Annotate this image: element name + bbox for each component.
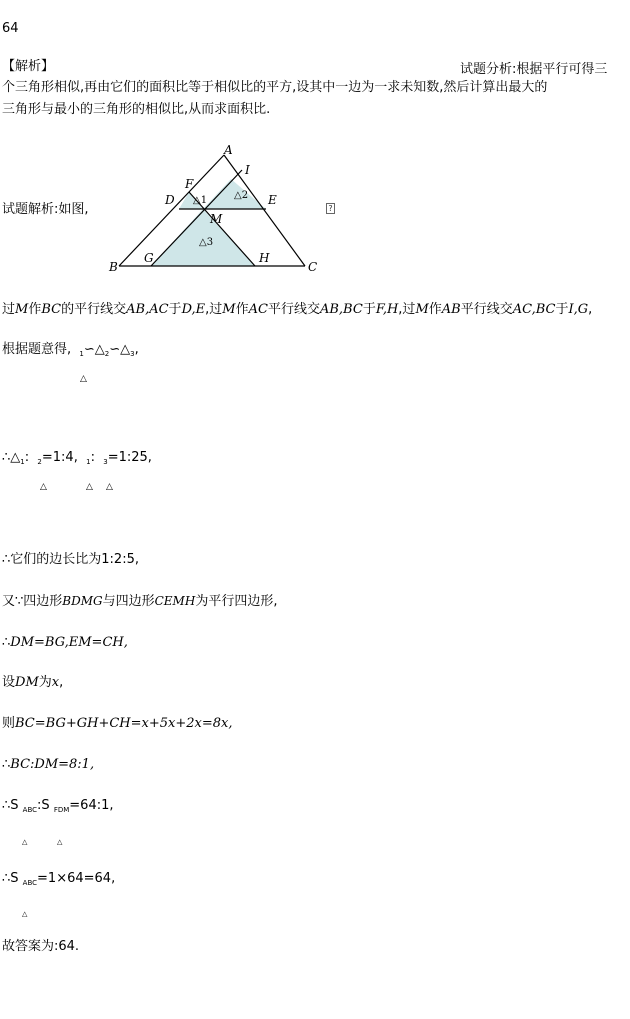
label-m: M	[210, 212, 223, 226]
solution-line-side-ratio: ∴它们的边长比为1:2:5,	[2, 552, 139, 567]
solution-line-similar: 根据题意得, $_1∽\triangle_2∽\triangle_3$,	[2, 342, 139, 358]
label-d: D	[165, 193, 175, 207]
solution-line-area-ratio: $\therefore\triangle_1$: $_2$=1:4, $_1$: $_3$=1:25,	[2, 450, 152, 466]
analysis-label: 【解析】	[2, 59, 55, 74]
triangle-symbol: △	[22, 910, 28, 918]
triangle-symbol: △	[57, 838, 63, 846]
solution-line-area-abc-fdm: ∴S $_{ABC}$:S $_{FDM}$=64:1,	[2, 798, 114, 814]
analysis-line-2: 个三角形相似,再由它们的面积比等于相似比的平方,设其中一边为一求未知数,然后计算出最大的	[2, 80, 548, 95]
triangle-figure	[105, 140, 330, 280]
analysis-first-line: 试题分析:根据平行可得三	[460, 62, 608, 77]
triangle-symbol: △	[80, 374, 87, 384]
label-c: C	[308, 260, 318, 274]
triangle-symbol: △	[106, 482, 113, 492]
label-a: A	[224, 143, 233, 157]
solution-line-equal-sides: ∴DM=BG,EM=CH,	[2, 635, 128, 650]
label-b: B	[109, 260, 118, 274]
solution-line-let-x: 设DM为x,	[2, 675, 64, 690]
solution-line-parallels: 过M作BC的平行线交AB,AC于D,E,过M作AC平行线交AB,BC于F,H,过M作AB平行线交AC,BC于I,G,	[2, 302, 593, 317]
analysis-line-3: 三角形与最小的三角形的相似比,从而求面积比.	[2, 102, 271, 117]
solution-line-parallelograms: 又∵四边形BDMG与四边形CEMH为平行四边形,	[2, 594, 278, 609]
final-answer: 故答案为:64.	[2, 939, 80, 954]
label-g: G	[144, 251, 154, 265]
solution-line-bc-sum: 则BC=BG+GH+CH=x+5x+2x=8x,	[2, 716, 233, 731]
triangle-symbol: △	[86, 482, 93, 492]
label-f: F	[185, 177, 194, 191]
label-i: I	[245, 163, 250, 177]
solution-line-bc-dm-ratio: ∴BC:DM=8:1,	[2, 757, 95, 772]
broken-image-icon: ?	[326, 203, 335, 214]
solution-line-area-abc: ∴S $_{ABC}$=1×64=64,	[2, 871, 116, 887]
label-e: E	[268, 193, 277, 207]
label-triangle-3: △3	[199, 237, 214, 248]
triangle-symbol: △	[40, 482, 47, 492]
label-triangle-2: △2	[234, 190, 249, 201]
label-h: H	[259, 251, 270, 265]
triangle-symbol: △	[22, 838, 28, 846]
page-number: 64	[2, 21, 19, 36]
label-triangle-1: △1	[193, 195, 208, 206]
solution-intro: 试题解析:如图,	[2, 202, 89, 217]
